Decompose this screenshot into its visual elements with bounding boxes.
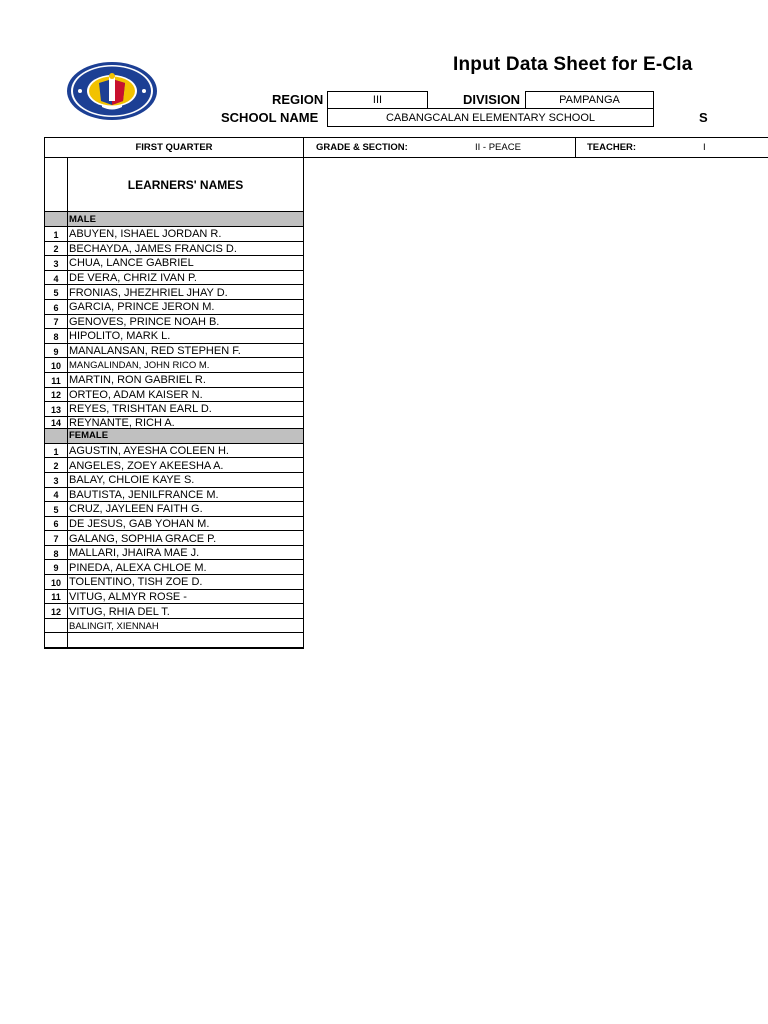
table-row[interactable] (45, 417, 303, 429)
learner-name: GENOVES, PRINCE NOAH B. (69, 315, 220, 328)
grade-section-label: GRADE & SECTION: (316, 142, 408, 153)
row-number: 3 (45, 256, 68, 270)
division-label: DIVISION (463, 92, 521, 107)
region-value: III (372, 94, 383, 106)
row-number: 2 (45, 242, 68, 256)
table-row[interactable] (45, 502, 303, 517)
learner-name: TOLENTINO, TISH ZOE D. (69, 576, 203, 589)
teacher-label: TEACHER: (587, 142, 637, 153)
learner-name: BALINGIT, XIENNAH (69, 620, 159, 632)
table-row[interactable] (45, 256, 303, 271)
learner-name: ORTEO, ADAM KAISER N. (69, 388, 203, 401)
table-row[interactable] (45, 458, 303, 473)
learner-name (68, 633, 303, 647)
table-row[interactable] (45, 329, 303, 344)
row-number (45, 619, 68, 633)
row-number: 9 (45, 560, 68, 574)
row-number: 10 (45, 575, 68, 589)
table-row[interactable] (45, 575, 303, 590)
row-number: 5 (45, 502, 68, 516)
table-row[interactable] (45, 444, 303, 459)
learner-name: BAUTISTA, JENILFRANCE M. (69, 488, 219, 501)
table-row[interactable] (45, 344, 303, 359)
learner-name: BALAY, CHLOIE KAYE S. (69, 474, 195, 487)
row-number: 11 (45, 373, 68, 387)
learner-name: ABUYEN, ISHAEL JORDAN R. (69, 228, 222, 241)
table-row[interactable] (45, 285, 303, 300)
table-row[interactable] (45, 619, 303, 634)
grade-section-cell (304, 138, 576, 157)
row-number: 14 (45, 417, 68, 428)
row-number: 7 (45, 531, 68, 545)
table-row[interactable] (45, 517, 303, 532)
division-field[interactable] (525, 91, 654, 109)
learner-name: MARTIN, RON GABRIEL R. (69, 374, 206, 387)
female-rows (45, 444, 303, 648)
table-row[interactable] (45, 546, 303, 561)
school-name-label: SCHOOL NAME (221, 110, 319, 125)
female-section-num (45, 429, 68, 443)
table-row[interactable] (45, 388, 303, 403)
table-row[interactable] (45, 604, 303, 619)
learner-name: REYNANTE, RICH A. (69, 416, 175, 428)
row-number (45, 633, 68, 647)
row-number: 7 (45, 315, 68, 329)
table-row[interactable] (45, 633, 303, 648)
table-row[interactable] (45, 590, 303, 605)
cut-off-label: S (699, 110, 708, 125)
row-number: 5 (45, 285, 68, 299)
learner-name: AGUSTIN, AYESHA COLEEN H. (69, 445, 229, 458)
table-row[interactable] (45, 402, 303, 417)
table-row[interactable] (45, 373, 303, 388)
learner-name: PINEDA, ALEXA CHLOE M. (69, 561, 207, 574)
quarter-text: FIRST QUARTER (135, 142, 213, 153)
school-name-field[interactable] (327, 108, 654, 127)
row-number: 8 (45, 329, 68, 343)
quarter-info-row (44, 137, 768, 158)
learner-name: BECHAYDA, JAMES FRANCIS D. (69, 242, 237, 255)
row-number: 11 (45, 590, 68, 604)
table-row[interactable] (45, 473, 303, 488)
page-title: Input Data Sheet for E-Cla (453, 54, 693, 75)
row-number: 10 (45, 358, 68, 372)
region-field[interactable] (327, 91, 428, 109)
female-label: FEMALE (68, 429, 303, 443)
male-section-header (45, 212, 303, 227)
teacher-value: I (703, 142, 706, 153)
region-label: REGION (272, 92, 324, 107)
table-row[interactable] (45, 560, 303, 575)
male-label: MALE (68, 212, 303, 226)
learner-name: VITUG, RHIA DEL T. (69, 605, 170, 618)
learner-name: ANGELES, ZOEY AKEESHA A. (69, 459, 224, 472)
row-number: 6 (45, 300, 68, 314)
table-row[interactable] (45, 300, 303, 315)
learner-name: VITUG, ALMYR ROSE - (69, 590, 187, 603)
row-number: 6 (45, 517, 68, 531)
table-row[interactable] (45, 242, 303, 257)
learner-name: HIPOLITO, MARK L. (69, 330, 171, 343)
table-row[interactable] (45, 315, 303, 330)
quarter-cell (45, 138, 304, 157)
row-number: 3 (45, 473, 68, 487)
learner-name: DE VERA, CHRIZ IVAN P. (69, 272, 197, 285)
table-row[interactable] (45, 271, 303, 286)
row-number: 12 (45, 388, 68, 402)
table-row[interactable] (45, 531, 303, 546)
school-name-value: CABANGCALAN ELEMENTARY SCHOOL (385, 111, 596, 124)
learner-name: REYES, TRISHTAN EARL D. (69, 403, 212, 416)
deped-seal-logo (66, 61, 158, 121)
number-column-header (45, 157, 68, 211)
learner-name: GARCIA, PRINCE JERON M. (69, 301, 215, 314)
learner-name: CRUZ, JAYLEEN FAITH G. (69, 503, 203, 516)
learner-name: CHUA, LANCE GABRIEL (69, 257, 194, 270)
row-number: 2 (45, 458, 68, 472)
grade-section-value: II - PEACE (475, 142, 521, 153)
learners-names-header: LEARNERS' NAMES (127, 178, 244, 192)
learner-name: MANGALINDAN, JOHN RICO M. (69, 360, 210, 372)
row-number: 4 (45, 488, 68, 502)
row-number: 12 (45, 604, 68, 618)
row-number: 1 (45, 227, 68, 241)
table-row[interactable] (45, 488, 303, 503)
learner-name: MALLARI, JHAIRA MAE J. (69, 547, 200, 560)
teacher-cell (576, 138, 768, 157)
learner-name: GALANG, SOPHIA GRACE P. (69, 532, 217, 545)
row-number: 4 (45, 271, 68, 285)
table-row[interactable] (45, 358, 303, 373)
learner-name: DE JESUS, GAB YOHAN M. (69, 517, 210, 530)
table-row[interactable] (45, 227, 303, 242)
learner-name: MANALANSAN, RED STEPHEN F. (69, 345, 241, 358)
row-number: 8 (45, 546, 68, 560)
male-rows (45, 227, 303, 429)
division-value: PAMPANGA (559, 94, 620, 106)
male-section-num (45, 212, 68, 226)
learners-names-table (44, 157, 304, 649)
learner-name: FRONIAS, JHEZHRIEL JHAY D. (69, 286, 228, 299)
row-number: 13 (45, 402, 68, 416)
row-number: 9 (45, 344, 68, 358)
names-header-row (45, 157, 303, 212)
row-number: 1 (45, 444, 68, 458)
female-section-header (45, 429, 303, 444)
